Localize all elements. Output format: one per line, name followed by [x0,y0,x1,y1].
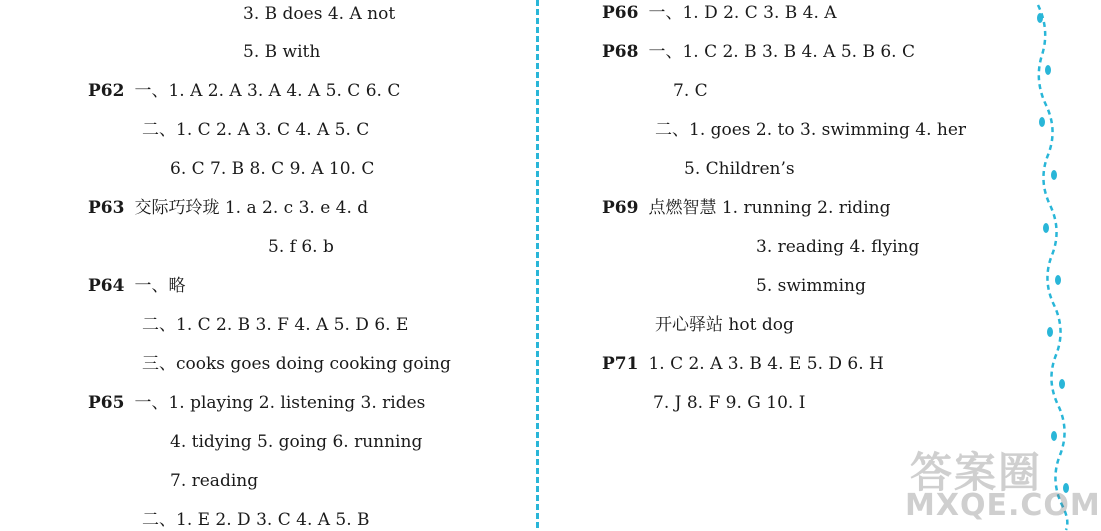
answer-line: 二、1. E 2. D 3. C 4. A 5. B [142,510,370,530]
answer-line: 5. B with [243,42,321,62]
answer-line: 5. f 6. b [268,237,334,257]
answer-line: P68 一、1. C 2. B 3. B 4. A 5. B 6. C [602,42,915,62]
answer-line: 7. J 8. F 9. G 10. I [653,393,806,413]
answer-line: 3. B does 4. A not [243,4,396,24]
page-label: P66 [602,3,639,23]
answer-line: P66 一、1. D 2. C 3. B 4. A [602,3,837,23]
answer-line: P64 一、略 [88,276,186,296]
page-label: P65 [88,393,125,413]
center-divider [536,0,539,530]
page-label: P68 [602,42,639,62]
answer-line: 二、1. goes 2. to 3. swimming 4. her [655,120,967,140]
answer-line: 三、cooks goes doing cooking going [142,354,451,374]
answer-line: 7. reading [170,471,259,491]
page-label: P71 [602,354,639,374]
answer-line: 二、1. C 2. A 3. C 4. A 5. C [142,120,370,140]
answer-line: 5. swimming [756,276,866,296]
answer-line: 3. reading 4. flying [756,237,920,257]
answer-line: 5. Children’s [684,159,795,179]
answer-line: 6. C 7. B 8. C 9. A 10. C [170,159,375,179]
answer-line: P62 一、1. A 2. A 3. A 4. A 5. C 6. C [88,81,401,101]
watermark: 答案圈 MXQE.COM [905,448,1101,523]
answer-line: P69 点燃智慧 1. running 2. riding [602,198,891,218]
page-label: P63 [88,198,125,218]
answer-line: 二、1. C 2. B 3. F 4. A 5. D 6. E [142,315,409,335]
answer-line: P63 交际巧玲珑 1. a 2. c 3. e 4. d [88,198,369,218]
decorative-border [1020,0,1080,530]
page-label: P62 [88,81,125,101]
answer-line: 7. C [673,81,708,101]
answer-line: P71 1. C 2. A 3. B 4. E 5. D 6. H [602,354,884,374]
page-label: P69 [602,198,639,218]
page-label: P64 [88,276,125,296]
answer-line: 开心驿站 hot dog [655,315,794,335]
answer-line: P65 一、1. playing 2. listening 3. rides [88,393,426,413]
answer-line: 4. tidying 5. going 6. running [170,432,423,452]
